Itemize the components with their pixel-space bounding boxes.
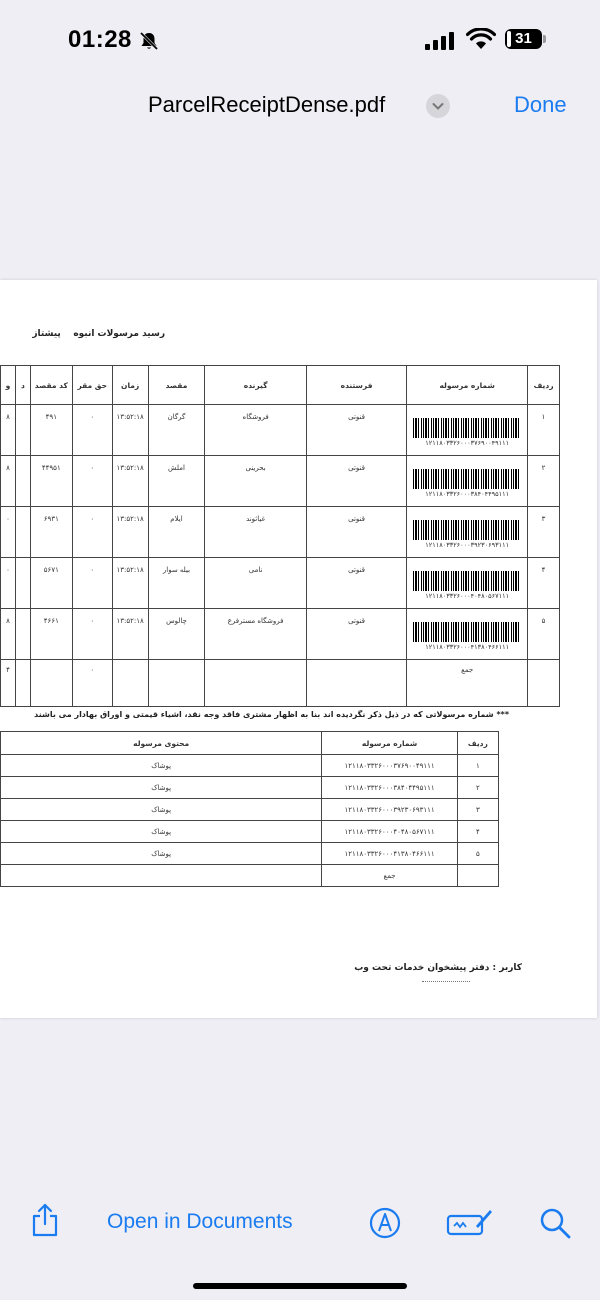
done-button[interactable]: Done bbox=[514, 92, 567, 117]
cell-time: ۱۳:۵۲:۱۸ bbox=[112, 405, 148, 456]
cell-dest-code: ۵۶۷۱ bbox=[30, 558, 72, 609]
cell-parcel-number: ۱۲۱۱۸۰۳۳۲۶۰۰۰۴۰۴۸۰۵۶۷۱۱۱ bbox=[322, 821, 457, 843]
barcode-image bbox=[413, 571, 521, 591]
silent-bell-icon bbox=[138, 30, 160, 52]
cell-parcel-number: ۱۲۱۱۸۰۳۳۲۶۰۰۰۳۹۲۳۰۶۹۳۱۱۱ bbox=[322, 799, 457, 821]
col-d: د bbox=[15, 366, 30, 405]
cell-row-number: ۲ bbox=[457, 777, 498, 799]
cell-fee: ۰ bbox=[72, 558, 112, 609]
cell-dest-code: ۴۶۶۱ bbox=[30, 609, 72, 660]
cell-recipient: نامی bbox=[205, 558, 307, 609]
cell-sender: قنوتی bbox=[306, 558, 406, 609]
parcel-table bbox=[0, 365, 560, 707]
cell-content: پوشاک bbox=[1, 799, 322, 821]
total-cell bbox=[30, 660, 72, 707]
cell-dest-code: ۶۹۳۱ bbox=[30, 507, 72, 558]
col-fee: حق مقر bbox=[72, 366, 112, 405]
total-cell: ۴ bbox=[1, 660, 16, 707]
nav-bar bbox=[0, 84, 600, 128]
signature-icon[interactable] bbox=[446, 1206, 494, 1236]
parcel-row bbox=[1, 456, 560, 507]
cell-destination: چالوس bbox=[148, 609, 205, 660]
barcode-image bbox=[413, 469, 521, 489]
cell-row-number: ۲ bbox=[528, 456, 560, 507]
chevron-down-icon bbox=[426, 94, 450, 118]
cell-row-number: ۵ bbox=[528, 609, 560, 660]
total-cell bbox=[148, 660, 205, 707]
status-time: 01:28 bbox=[68, 26, 132, 53]
cell-parcel-number bbox=[407, 558, 528, 609]
parcel-row bbox=[1, 507, 560, 558]
cell-d bbox=[15, 507, 30, 558]
contents-row bbox=[1, 821, 499, 843]
col-sender: فرستنده bbox=[306, 366, 406, 405]
battery-level: 31 bbox=[515, 30, 532, 47]
cell-parcel-number bbox=[407, 456, 528, 507]
cell-time: ۱۳:۵۲:۱۸ bbox=[112, 507, 148, 558]
cell-sender: قنوتی bbox=[306, 507, 406, 558]
cell-parcel-number: ۱۲۱۱۸۰۳۳۲۶۰۰۰۳۷۶۹۰۰۴۹۱۱۱ bbox=[322, 755, 457, 777]
status-bar bbox=[0, 0, 600, 80]
contents-total-row bbox=[1, 865, 499, 887]
cell-row-number: ۵ bbox=[457, 843, 498, 865]
cell-parcel-number bbox=[407, 609, 528, 660]
home-indicator bbox=[193, 1283, 407, 1289]
document-title[interactable]: ParcelReceiptDense.pdf bbox=[148, 92, 386, 117]
col-row: ردیف bbox=[528, 366, 560, 405]
col-destination: مقصد bbox=[148, 366, 205, 405]
col-w: و bbox=[1, 366, 16, 405]
cell-destination: بیله سوار bbox=[148, 558, 205, 609]
cell-destination: املش bbox=[148, 456, 205, 507]
total-cell bbox=[528, 660, 560, 707]
cell-w: ۸ bbox=[1, 609, 16, 660]
cell-d bbox=[15, 405, 30, 456]
wifi-icon bbox=[466, 28, 496, 50]
cell-d bbox=[15, 609, 30, 660]
cell-fee: ۰ bbox=[72, 507, 112, 558]
cell-destination: ایلام bbox=[148, 507, 205, 558]
col-dest-code: کد مقصد bbox=[30, 366, 72, 405]
total-cell: ۰ bbox=[72, 660, 112, 707]
total-cell bbox=[1, 865, 322, 887]
cell-content: پوشاک bbox=[1, 755, 322, 777]
col2-content: محتوی مرسوله bbox=[1, 732, 322, 755]
cell-content: پوشاک bbox=[1, 843, 322, 865]
cell-d bbox=[15, 456, 30, 507]
pdf-page[interactable] bbox=[0, 280, 597, 1018]
cell-recipient: غیاثوند bbox=[205, 507, 307, 558]
total-cell bbox=[15, 660, 30, 707]
cell-sender: قنوتی bbox=[306, 456, 406, 507]
open-in-documents-button[interactable]: Open in Documents bbox=[107, 1210, 293, 1233]
cell-w: ۸ bbox=[1, 456, 16, 507]
cell-w: ۰ bbox=[1, 558, 16, 609]
contents-row bbox=[1, 777, 499, 799]
cell-sender: قنوتی bbox=[306, 405, 406, 456]
barcode-number: ۱۲۱۱۸۰۳۳۲۶۰۰۰۳۹۲۳۰۶۹۳۱۱۱ bbox=[425, 541, 510, 549]
cell-time: ۱۳:۵۲:۱۸ bbox=[112, 609, 148, 660]
col-time: زمان bbox=[112, 366, 148, 405]
cell-time: ۱۳:۵۲:۱۸ bbox=[112, 456, 148, 507]
contents-row bbox=[1, 843, 499, 865]
contents-row bbox=[1, 799, 499, 821]
user-line: کاربر : دفتر پیشخوان خدمات تحت وب bbox=[354, 963, 522, 973]
cell-time: ۱۳:۵۲:۱۸ bbox=[112, 558, 148, 609]
signature-dots bbox=[422, 981, 470, 982]
cell-parcel-number: ۱۲۱۱۸۰۳۳۲۶۰۰۰۴۱۳۸۰۴۶۶۱۱۱ bbox=[322, 843, 457, 865]
parcel-total-row bbox=[1, 660, 560, 707]
cell-dest-code: ۴۹۱ bbox=[30, 405, 72, 456]
parcel-row bbox=[1, 558, 560, 609]
total-cell bbox=[306, 660, 406, 707]
declaration-note: *** شماره مرسولاتی که در ذیل ذکر نگردیده اند بنا به اظهار مشتری فاقد وجه نقد، اشیاء قیمتی و اوراق بهادار می باشند bbox=[34, 710, 509, 719]
cell-row-number: ۴ bbox=[457, 821, 498, 843]
cell-fee: ۰ bbox=[72, 405, 112, 456]
total-label: جمع bbox=[322, 865, 457, 887]
cell-parcel-number bbox=[407, 507, 528, 558]
total-cell bbox=[205, 660, 307, 707]
cell-w: ۸ bbox=[1, 405, 16, 456]
parcel-row bbox=[1, 405, 560, 456]
cell-dest-code: ۴۴۹۵۱ bbox=[30, 456, 72, 507]
markup-pen-icon[interactable] bbox=[368, 1206, 402, 1240]
contents-row bbox=[1, 755, 499, 777]
barcode-image bbox=[413, 520, 521, 540]
cell-row-number: ۱ bbox=[528, 405, 560, 456]
barcode-image bbox=[413, 418, 521, 438]
parcel-table-header bbox=[1, 366, 560, 405]
barcode-image bbox=[413, 622, 521, 642]
total-label: جمع bbox=[407, 660, 528, 707]
cell-parcel-number: ۱۲۱۱۸۰۳۳۲۶۰۰۰۳۸۴۰۴۴۹۵۱۱۱ bbox=[322, 777, 457, 799]
col-recipient: گیرنده bbox=[205, 366, 307, 405]
share-icon[interactable] bbox=[30, 1202, 60, 1238]
title-menu-button[interactable] bbox=[426, 94, 450, 118]
parcel-row bbox=[1, 609, 560, 660]
cell-destination: گرگان bbox=[148, 405, 205, 456]
cell-recipient: بحرینی bbox=[205, 456, 307, 507]
cell-fee: ۰ bbox=[72, 609, 112, 660]
col-parcel-number: شماره مرسوله bbox=[407, 366, 528, 405]
cell-row-number: ۳ bbox=[528, 507, 560, 558]
cell-recipient: فروشگاه مسترفرع bbox=[205, 609, 307, 660]
cell-d bbox=[15, 558, 30, 609]
cell-parcel-number bbox=[407, 405, 528, 456]
search-icon[interactable] bbox=[538, 1206, 572, 1240]
contents-table-header bbox=[1, 732, 499, 755]
barcode-number: ۱۲۱۱۸۰۳۳۲۶۰۰۰۴۱۳۸۰۴۶۶۱۱۱ bbox=[425, 643, 510, 651]
total-cell bbox=[112, 660, 148, 707]
cell-content: پوشاک bbox=[1, 821, 322, 843]
cell-row-number: ۱ bbox=[457, 755, 498, 777]
receipt-heading: رسید مرسولات انبوه پیشتاز bbox=[32, 329, 165, 339]
total-cell bbox=[457, 865, 498, 887]
cell-row-number: ۴ bbox=[528, 558, 560, 609]
col2-row: ردیف bbox=[457, 732, 498, 755]
barcode-number: ۱۲۱۱۸۰۳۳۲۶۰۰۰۴۰۴۸۰۵۶۷۱۱۱ bbox=[425, 592, 510, 600]
cellular-signal-icon bbox=[425, 32, 457, 50]
contents-table bbox=[0, 731, 499, 887]
barcode-number: ۱۲۱۱۸۰۳۳۲۶۰۰۰۳۸۴۰۴۴۹۵۱۱۱ bbox=[425, 490, 510, 498]
battery-indicator bbox=[505, 29, 542, 49]
cell-w: ۰ bbox=[1, 507, 16, 558]
col2-parcel-number: شماره مرسوله bbox=[322, 732, 457, 755]
cell-fee: ۰ bbox=[72, 456, 112, 507]
cell-content: پوشاک bbox=[1, 777, 322, 799]
cell-recipient: فروشگاه bbox=[205, 405, 307, 456]
cell-row-number: ۳ bbox=[457, 799, 498, 821]
barcode-number: ۱۲۱۱۸۰۳۳۲۶۰۰۰۳۷۶۹۰۰۴۹۱۱۱ bbox=[425, 439, 510, 447]
bottom-toolbar bbox=[0, 1190, 600, 1260]
battery-cap bbox=[543, 35, 546, 43]
cell-sender: قنوتی bbox=[306, 609, 406, 660]
